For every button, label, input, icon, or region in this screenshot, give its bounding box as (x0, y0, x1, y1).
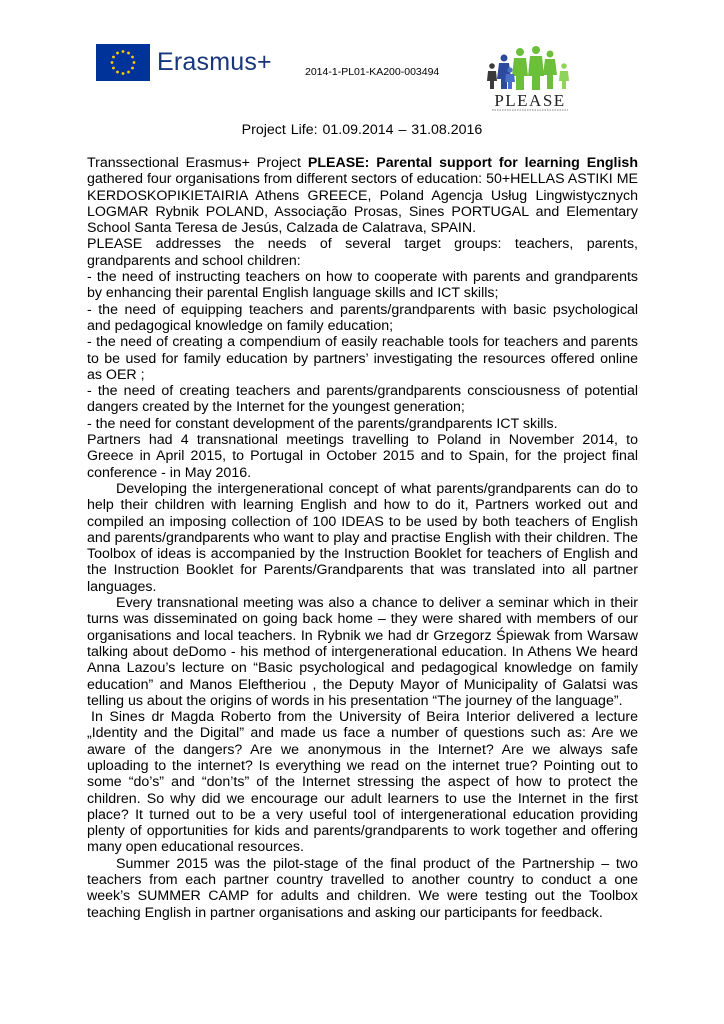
intro-rest: gathered four organisations from different sectors of education: 50+HELLAS ASTIKI ME KERDOSKOPIKIETAIRIA Athens GREECE, Poland Agencja Usług Lingwistycznych LOGMAR Rybnik POLAND, Associação Prosas, Sines PORTUGAL and Elementary School Santa Teresa de Jesús, Calzada de Calatrava, SPAIN. (87, 171, 638, 237)
eu-star-icon (122, 50, 125, 53)
need-item: - the need of equipping teachers and parents/grandparents with basic psychological and pedagogical knowledge on family education; (87, 301, 638, 334)
need-item: - the need of creating teachers and parents/grandparents consciousness of potential dangers created by the Internet for the youngest generation; (87, 383, 638, 416)
eu-star-icon (133, 61, 136, 64)
page-header (0, 0, 724, 120)
toolbox-paragraph: Developing the intergenerational concept of what parents/grandparents can do to help their children with learning English and how to do it, Partners worked out and compiled an imposing collection of 100 IDEAS to be used by both teachers of English and parents/grandparents who want to play and practise English with their children. The Toolbox of ideas is accompanied by the Instruction Booklet for teachers of English and the Instruction Booklet for Parents/Grandparents that was translated into all partner languages. (87, 480, 638, 595)
eu-star-icon (112, 56, 115, 59)
project-title: PLEASE: Parental support for learning English (307, 155, 638, 171)
meetings-paragraph: Partners had 4 transnational meetings travelling to Poland in November 2014, to Greece in April 2015, to Portugal in October 2015 and to Spain, for the project final conference - in May 2016. (87, 432, 638, 481)
eu-star-icon (116, 71, 119, 74)
family-figures-icon (487, 46, 569, 90)
eu-star-icon (127, 52, 130, 55)
need-item: - the need for constant development of the parents/grandparents ICT skills. (87, 415, 558, 432)
project-life-dates: Project Life: 01.09.2014 – 31.08.2016 (241, 122, 483, 138)
project-code: 2014-1-PL01-KA200-003494 (305, 66, 440, 78)
erasmus-wordmark: Erasmus+ (157, 48, 272, 76)
summer-camp-paragraph: Summer 2015 was the pilot-stage of the final product of the Partnership – two teachers from each partner country travelled to another country to conduct a one week’s SUMMER CAMP for adults and children. We were testing out the Toolbox teaching English in partner organisations and asking our participants for feedback. (87, 855, 638, 921)
need-item: - the need of instructing teachers on how to cooperate with parents and grandparents by enhancing their parental English language skills and ICT skills; (87, 269, 638, 302)
please-logo (484, 44, 576, 116)
eu-flag-icon (96, 44, 150, 81)
eu-star-icon (122, 72, 125, 75)
eu-star-icon (112, 67, 115, 70)
eu-star-icon (131, 67, 134, 70)
eu-star-icon (127, 71, 130, 74)
sines-paragraph: In Sines dr Magda Roberto from the University of Beira Interior delivered a lecture „Identity and the Digital” and made us face a number of questions such as: Are we aware of the dangers? Are we anonymous in the Internet? Are we always safe uploading to the internet? Is everything we read on the internet true? Pointing out to some “do’s” and “don’ts” of the Internet stressing the aspect of how to protect the children. So why did we encourage our adult learners to use the Internet in the first place? It turned out to be a very useful tool of intergenerational education providing plenty of opportunities for kids and parents/grandparents to work together and offering many open educational resources. (87, 709, 638, 856)
eu-star-icon (116, 52, 119, 55)
eu-star-icon (111, 61, 114, 64)
intro-lead: Transsectional Erasmus+ Project (87, 155, 308, 171)
erasmus-logo (96, 44, 272, 81)
seminars-paragraph: Every transnational meeting was also a chance to deliver a seminar which in their turns was disseminated on going back home – they were shared with members of our organisations and local teachers. In Rybnik we had dr Grzegorz Śpiewak from Warsaw talking about deDomo - his method of intergenerational education. In Athens We heard Anna Lazou’s lecture on “Basic psychological and pedagogical knowledge on family education” and Manos Eleftheriou , the Deputy Mayor of Municipality of Galatsi was telling us about the origins of words in his presentation “The journey of the language”. (87, 595, 638, 709)
target-groups-paragraph: PLEASE addresses the needs of several target groups: teachers, parents, grandparents and school children: (87, 236, 638, 269)
need-item: - the need of creating a compendium of easily reachable tools for teachers and parents to be used for family education by partners’ investigating the resources offered online as OER ; (87, 334, 638, 383)
please-logo-text: PLEASE (494, 91, 566, 110)
eu-star-icon (131, 56, 134, 59)
intro-paragraph (87, 155, 638, 236)
document-body (87, 155, 638, 921)
